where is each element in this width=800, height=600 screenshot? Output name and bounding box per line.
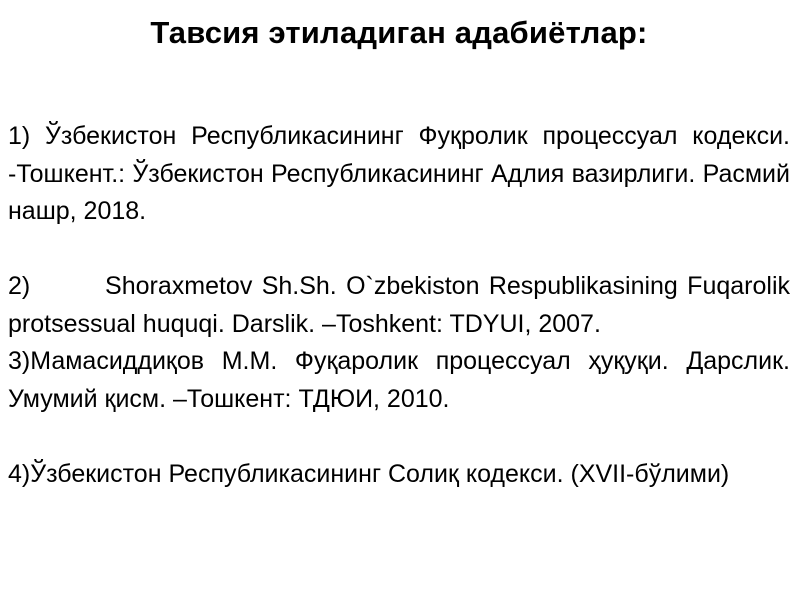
reference-item-4: 4)Ўзбекистон Республикасининг Солиқ кодекси. (XVII-бўлими) <box>8 459 730 488</box>
spacer <box>8 418 790 456</box>
reference-item-3: 3)Мамасиддиқов М.М. Фуқаролик процессуал ҳуқуқи. Дарслик. Умумий қисм. –Тошкент: ТДЮИ, 2010. <box>8 347 790 413</box>
page-title: Тавсия этиладиган адабиётлар: <box>150 15 648 50</box>
reference-item-1: 1) Ўзбекистон Республикасининг Фуқролик процессуал кодекси. -Тошкент.: Ўзбекистон Республикасининг Адлия вазирлиги. Расмий нашр, 2018. <box>8 122 790 225</box>
spacer <box>8 231 790 269</box>
reference-item-2: 2) Shoraxmetov Sh.Sh. O`zbekiston Respublikasining Fuqarolik protsessual huquqi. Darslik. –Toshkent: TDYUI, 2007. <box>8 272 790 338</box>
reference-list <box>8 118 790 493</box>
